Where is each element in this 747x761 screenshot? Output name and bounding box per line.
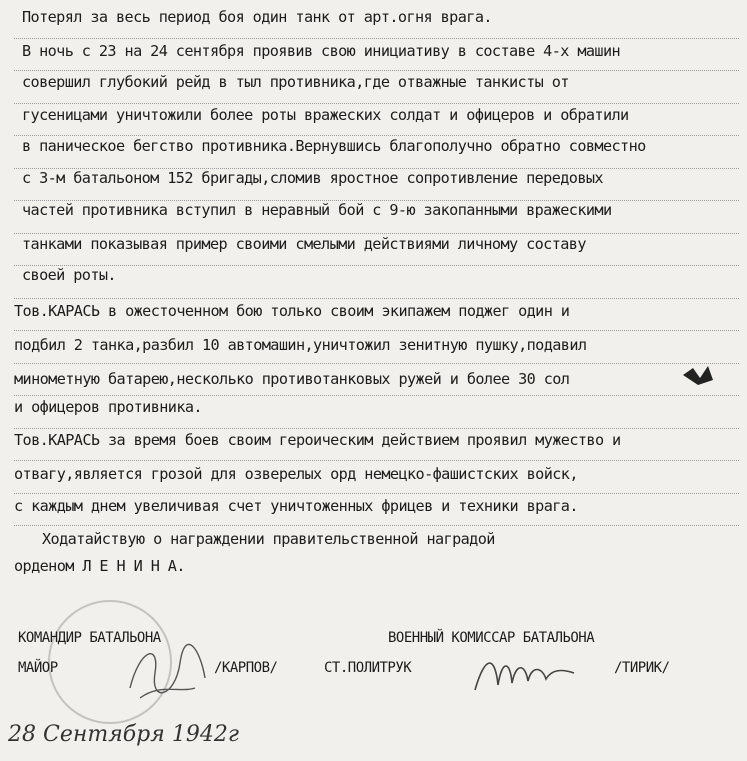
ruled-line [14,525,739,526]
right-signature-scribble [470,645,580,705]
right-signatory-title: ВОЕННЫЙ КОМИССАР БАТАЛЬОНА [388,630,595,646]
right-signatory-name: /ТИРИК/ [614,660,670,676]
left-signature-scribble [120,638,210,708]
left-signatory-rank: МАЙОР [18,660,58,676]
ruled-line [14,428,739,429]
ruled-line [14,395,739,396]
ruled-line [14,363,739,364]
ruled-line [14,460,739,461]
handwritten-date: 28 Сентября 1942г [8,722,239,747]
text-line: отвагу,является грозой для озверелых орд немецко-фашистских войск, [14,465,578,483]
text-line: совершил глубокий рейд в тыл противника,где отважные танкисты от [22,73,569,91]
text-line: частей противника вступил в неравный бой с 9-ю закопанными вражескими [22,201,612,219]
ruled-line [14,70,739,71]
text-line: в паническое бегство противника.Вернувшись благополучно обратно совместно [22,137,646,155]
text-line: подбил 2 танка,разбил 10 автомашин,уничтожил зенитную пушку,подавил [14,336,587,354]
text-line: танками показывая пример своими смелыми действиями личному составу [22,235,586,253]
text-line: Потерял за весь период боя один танк от арт.огня врага. [22,8,492,26]
left-signatory-name: /КАРПОВ/ [214,660,278,676]
text-line: своей роты. [22,266,116,284]
ruled-line [14,298,739,299]
ruled-line [14,38,739,39]
text-line: с 3-м батальоном 152 бригады,сломив яростное сопротивление передовых [22,169,603,187]
text-line: Тов.КАРАСЬ за время боев своим героическим действием проявил мужество и [14,431,621,449]
text-line: В ночь с 23 на 24 сентября проявив свою инициативу в составе 4-х машин [22,42,621,60]
ruled-line [14,233,739,234]
ruled-line [14,135,739,136]
ruled-line [14,103,739,104]
ink-blot [678,360,718,390]
ruled-line [14,330,739,331]
ruled-line [14,493,739,494]
text-line: гусеницами уничтожили более роты вражеских солдат и офицеров и обратили [22,106,629,124]
ruled-line [14,265,739,266]
right-signatory-rank: СТ.ПОЛИТРУК [324,660,412,676]
text-line: минометную батарею,несколько противотанковых ружей и более 30 сол [14,370,570,388]
text-line: Тов.КАРАСЬ в ожесточенном бою только своим экипажем поджег один и [14,302,570,320]
text-line: орденом Л Е Н И Н А. [14,557,185,575]
left-signatory-title: КОМАНДИР БАТАЛЬОНА [18,630,161,646]
text-line: и офицеров противника. [14,398,202,416]
text-line: Ходатайствую о награждении правительственной наградой [42,530,495,548]
text-line: с каждым днем увеличивая счет уничтоженных фрицев и техники врага. [14,497,578,515]
